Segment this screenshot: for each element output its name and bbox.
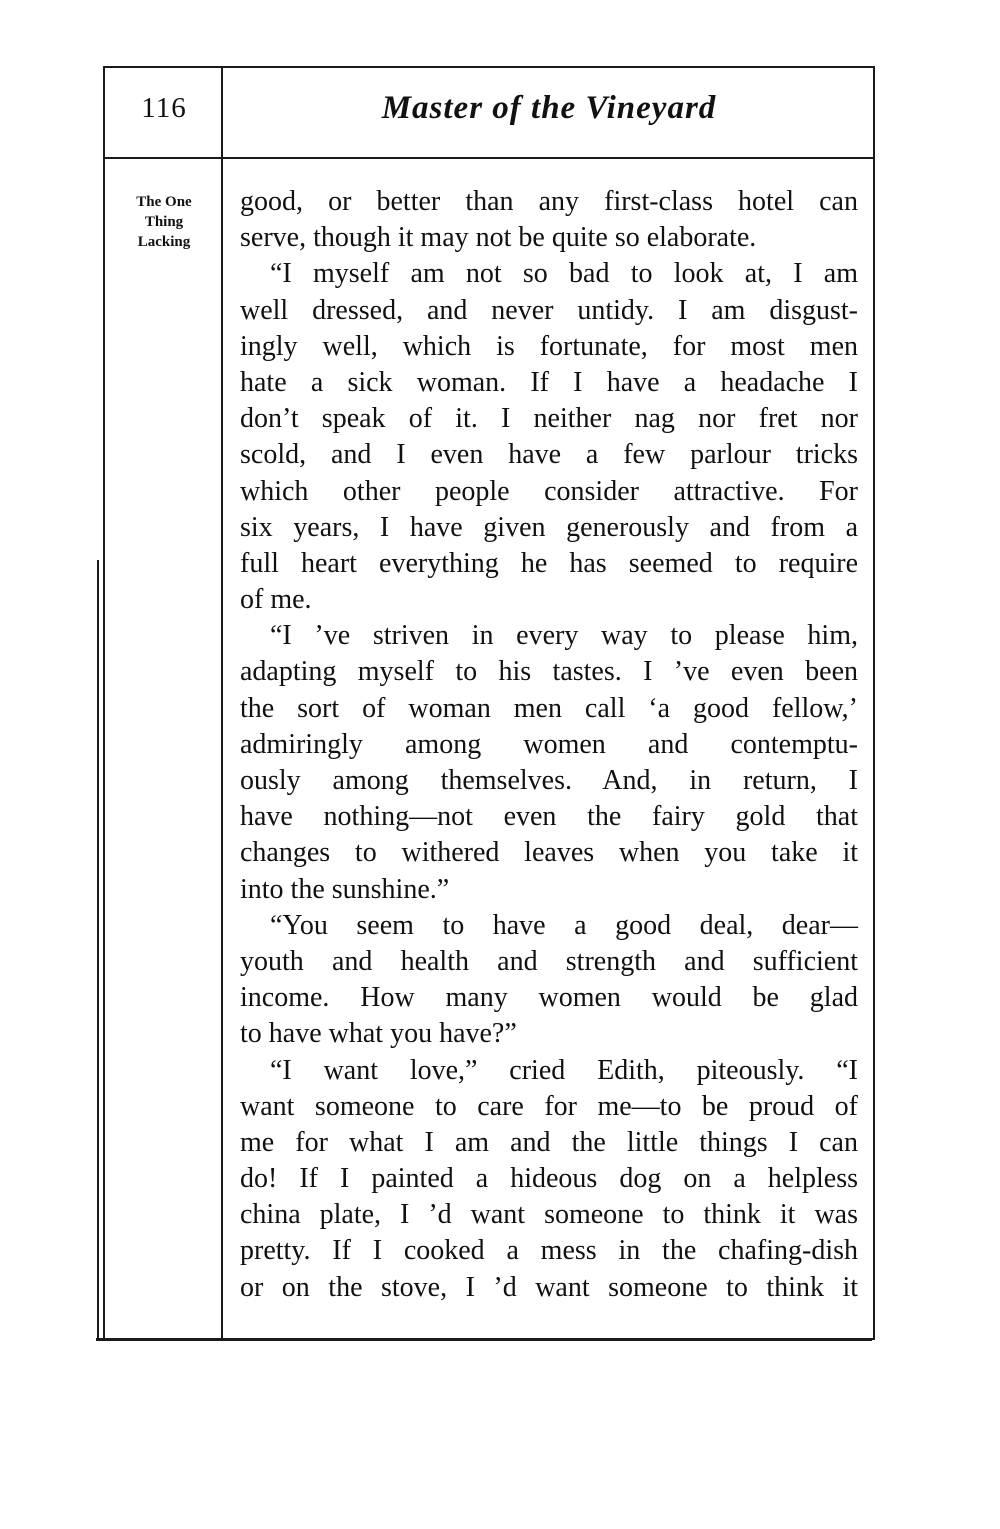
text-line: don’t speak of it. I neither nag nor fret nor (240, 403, 858, 435)
margin-sidenote (108, 192, 220, 252)
sidenote-line: The One (136, 194, 192, 210)
sidenote-line: Lacking (137, 234, 191, 250)
text-line: “I ’ve striven in every way to please him, (270, 620, 858, 652)
text-line: income. How many women would be glad (240, 982, 858, 1014)
page-number: 116 (141, 92, 187, 124)
text-line: hate a sick woman. If I have a headache I (240, 366, 858, 398)
text-line: serve, though it may not be quite so elaborate. (240, 222, 757, 254)
text-line: me for what I am and the little things I can (240, 1126, 858, 1158)
text-line: “I myself am not so bad to look at, I am (270, 258, 858, 290)
margin-column-rule (221, 68, 223, 1338)
frame-bottom-edge (96, 1338, 872, 1341)
text-line: “You seem to have a good deal, dear— (270, 909, 858, 941)
text-line: ingly well, which is fortunate, for most men (240, 330, 858, 362)
frame-left-edge (97, 560, 99, 1340)
text-line: of me. (240, 584, 312, 616)
text-line: to have what you have?” (240, 1018, 517, 1050)
text-line: have nothing—not even the fairy gold that (240, 801, 858, 833)
text-line: adapting myself to his tastes. I ’ve even been (240, 656, 858, 688)
text-line: youth and health and strength and sufficient (240, 945, 858, 977)
text-line: well dressed, and never untidy. I am disgust- (240, 294, 858, 326)
text-line: good, or better than any first-class hotel can (240, 186, 858, 217)
text-line: admiringly among women and contemptu- (240, 728, 858, 760)
text-line: full heart everything he has seemed to require (240, 547, 858, 579)
text-line: scold, and I even have a few parlour tricks (240, 439, 858, 471)
text-line: or on the stove, I ’d want someone to think it (240, 1271, 858, 1303)
text-line: into the sunshine.” (240, 873, 450, 905)
body-text (240, 184, 858, 1306)
text-line: pretty. If I cooked a mess in the chafing-dish (240, 1235, 858, 1267)
text-line: ously among themselves. And, in return, I (240, 765, 858, 796)
text-line: which other people consider attractive. For (240, 475, 858, 507)
running-title: Master of the Vineyard (381, 90, 717, 126)
text-line: do! If I painted a hideous dog on a helpless (240, 1163, 858, 1195)
text-line: changes to withered leaves when you take it (240, 837, 858, 869)
text-line: china plate, I ’d want someone to think it was (240, 1199, 858, 1231)
text-line: the sort of woman men call ‘a good fellow,’ (240, 692, 858, 724)
text-line: six years, I have given generously and from a (240, 511, 858, 543)
text-line: “I want love,” cried Edith, piteously. “I (270, 1054, 858, 1086)
text-line: want someone to care for me—to be proud of (240, 1090, 858, 1122)
sidenote-line: Thing (144, 214, 184, 230)
